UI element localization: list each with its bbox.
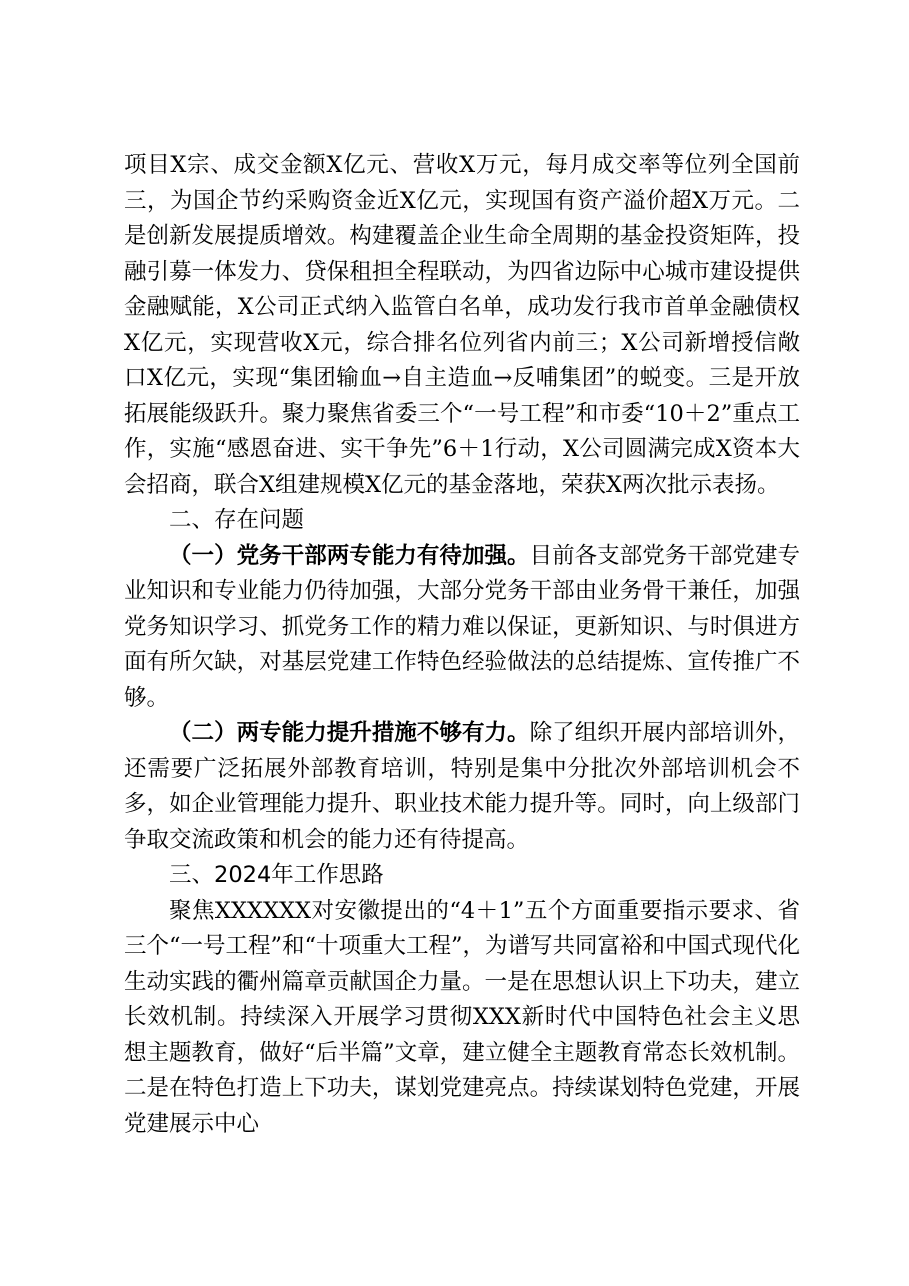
problem-2-lead: （二）两专能力提升措施不够有力。 (169, 720, 530, 746)
paragraph-problem-1 (124, 539, 800, 717)
paragraph-work-plan: 聚焦XXXXXX对安徽提出的“4＋1”五个方面重要指示要求、省三个“一号工程”和“十项重大工程”，为谱写共同富裕和中国式现代化生动实践的衢州篇章贡献国企力量。一是在思想认识上下功夫，建立长效机制。持续深入开展学习贯彻XXX新时代中国特色社会主义思想主题教育，做好“后半篇”文章，建立健全主题教育常态长效机制。二是在特色打造上下功夫，谋划党建亮点。持续谋划特色党建，开展党建展示中心 (124, 897, 801, 1137)
problem-2-body: 除了组织开展内部培训外，还需要广泛拓展外部教育培训，特别是集中分批次外部培训机会不多，如企业管理能力提升、职业技术能力提升等。同时，向上级部门争取交流政策和机会的能力还有待提高。 (124, 720, 800, 853)
section-heading-problems: 二、存在问题 (169, 507, 305, 533)
section-heading-work-plan: 三、2024年工作思路 (169, 862, 384, 888)
document-page (124, 148, 800, 1142)
problem-1-lead: （一）党务干部两专能力有待加强。 (169, 542, 530, 569)
problem-1-body: 目前各支部党务干部党建专业知识和专业能力仍待加强，大部分党务干部由业务骨干兼任，加强党务知识学习、抓党务工作的精力难以保证，更新知识、与时俱进方面有所欠缺，对基层党建工作特色经验做法的总结提炼、宣传推广不够。 (124, 542, 800, 711)
paragraph-problem-2 (124, 716, 800, 858)
paragraph-achievements: 项目X宗、成交金额X亿元、营收X万元，每月成交率等位列全国前三，为国企节约采购资金近X亿元，实现国有资产溢价超X万元。二是创新发展提质增效。构建覆盖企业生命全周期的基金投资矩阵，投融引募一体发力、贷保租担全程联动，为四省边际中心城市建设提供金融赋能，X公司正式纳入监管白名单，成功发行我市首单金融债权X亿元，实现营收X元，综合排名位列省内前三；X公司新增授信敞口X亿元，实现“集团输血→自主造血→反哺集团”的蜕变。三是开放拓展能级跃升。聚力聚焦省委三个“一号工程”和市委“10＋2”重点工作，实施“感恩奋进、实干争先”6＋1行动，X公司圆满完成X资本大会招商，联合X组建规模X亿元的基金落地，荣获X两次批示表扬。 (124, 152, 800, 498)
